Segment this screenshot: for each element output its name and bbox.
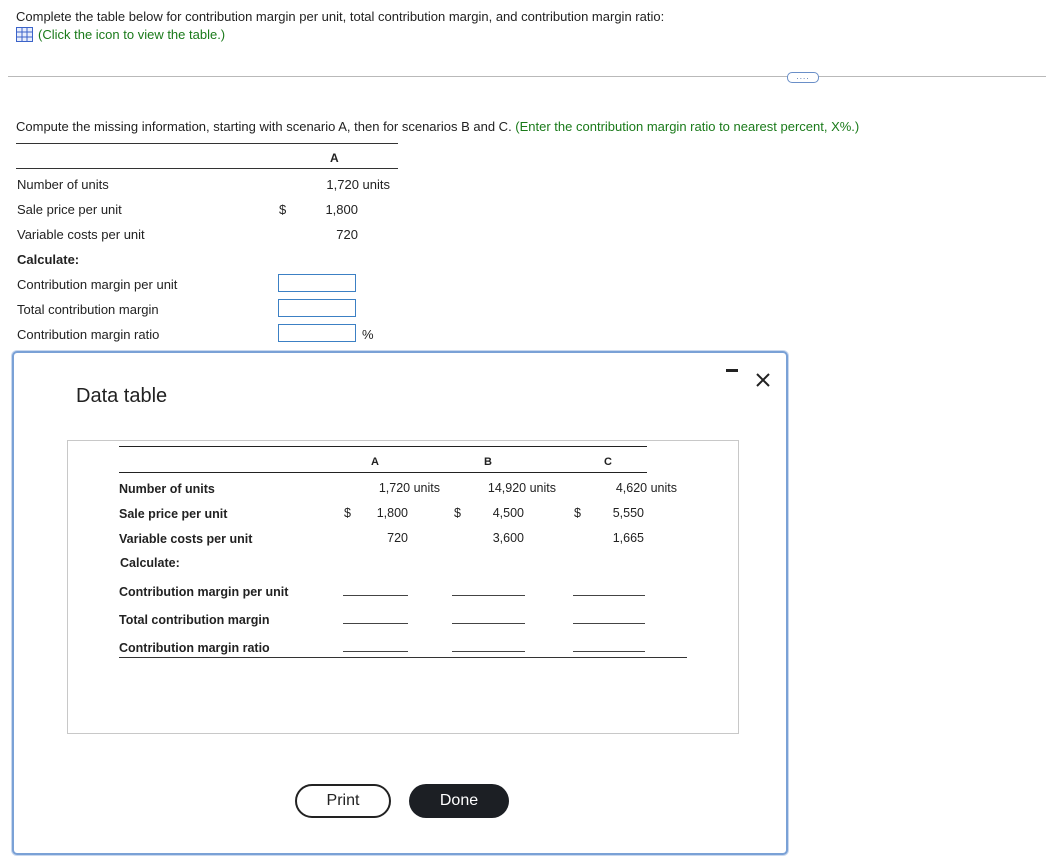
dt-units-b: 14,920 units — [487, 481, 556, 495]
dt-varcost-b: 3,600 — [492, 531, 524, 545]
value-units-a: 1,720 units — [326, 177, 390, 192]
dt-blank-cm-ratio-b — [452, 651, 525, 652]
dt-row-label-price: Sale price per unit — [119, 507, 228, 521]
row-label-units: Number of units — [17, 177, 109, 192]
close-x-icon[interactable] — [754, 371, 772, 389]
dt-price-a: 1,800 — [376, 506, 408, 520]
dt-currency-b: $ — [454, 506, 461, 520]
instruction-text: Complete the table below for contribution margin per unit, total contribution margin, and contribution margin ratio: — [16, 9, 665, 24]
modal-title: Data table — [76, 385, 168, 407]
dt-row-label-cm-unit: Contribution margin per unit — [119, 585, 289, 599]
row-label-cm-ratio: Contribution margin ratio — [17, 327, 160, 342]
dt-units-c: 4,620 units — [615, 481, 677, 495]
dt-blank-cm-unit-a — [343, 595, 408, 596]
dt-row-label-cm-ratio: Contribution margin ratio — [119, 641, 270, 655]
dt-price-b: 4,500 — [492, 506, 524, 520]
compute-hint-text: (Enter the contribution margin ratio to nearest percent, X%.) — [515, 119, 860, 134]
value-price-a: 1,800 — [325, 202, 358, 217]
dt-blank-total-cm-c — [573, 623, 645, 624]
dt-price-c: 5,550 — [612, 506, 644, 520]
data-table-modal — [12, 351, 788, 855]
table-grid-icon[interactable] — [16, 27, 33, 42]
row-label-varcost: Variable costs per unit — [17, 227, 145, 242]
total-cm-input[interactable] — [278, 299, 356, 317]
table-top-rule — [16, 143, 398, 144]
cm-per-unit-input[interactable] — [278, 274, 356, 292]
dt-top-rule — [119, 446, 647, 447]
cm-ratio-input[interactable] — [278, 324, 356, 342]
row-label-total-cm: Total contribution margin — [17, 302, 159, 317]
compute-instruction — [16, 119, 859, 134]
calculate-heading: Calculate: — [17, 252, 80, 267]
dt-currency-c: $ — [574, 506, 581, 520]
value-varcost-a: 720 — [336, 227, 358, 242]
dt-blank-cm-unit-c — [573, 595, 645, 596]
dt-row-label-varcost: Variable costs per unit — [119, 532, 253, 546]
dt-currency-a: $ — [344, 506, 351, 520]
dt-column-c: C — [604, 456, 612, 468]
dt-units-a: 1,720 units — [378, 481, 440, 495]
more-options-button[interactable]: .... — [787, 72, 819, 83]
dt-varcost-c: 1,665 — [612, 531, 644, 545]
dt-varcost-a: 720 — [387, 531, 408, 545]
dt-bottom-rule — [119, 657, 687, 658]
done-button[interactable]: Done — [409, 784, 509, 818]
dt-header-rule — [119, 472, 647, 473]
dt-column-b: B — [484, 456, 492, 468]
dt-row-label-units: Number of units — [119, 482, 215, 496]
dt-calculate-heading: Calculate: — [120, 556, 180, 570]
print-button[interactable]: Print — [295, 784, 391, 818]
dt-blank-total-cm-b — [452, 623, 525, 624]
dt-row-label-total-cm: Total contribution margin — [119, 613, 270, 627]
view-table-link[interactable] — [16, 27, 225, 42]
column-header-a: A — [330, 151, 339, 165]
dt-blank-cm-ratio-c — [573, 651, 645, 652]
dt-blank-cm-ratio-a — [343, 651, 408, 652]
minimize-icon[interactable] — [726, 369, 738, 372]
row-label-price: Sale price per unit — [17, 202, 122, 217]
currency-sign-price: $ — [279, 202, 287, 217]
dt-column-a: A — [371, 456, 379, 468]
dt-blank-cm-unit-b — [452, 595, 525, 596]
percent-suffix: % — [362, 327, 374, 342]
row-label-cm-unit: Contribution margin per unit — [17, 277, 178, 292]
dt-blank-total-cm-a — [343, 623, 408, 624]
table-header-rule — [16, 168, 398, 169]
section-divider — [8, 76, 1046, 77]
compute-main-text: Compute the missing information, starting with scenario A, then for scenarios B and C. — [16, 119, 516, 134]
view-table-link-label[interactable]: (Click the icon to view the table.) — [38, 27, 226, 42]
data-table-frame — [67, 440, 739, 734]
